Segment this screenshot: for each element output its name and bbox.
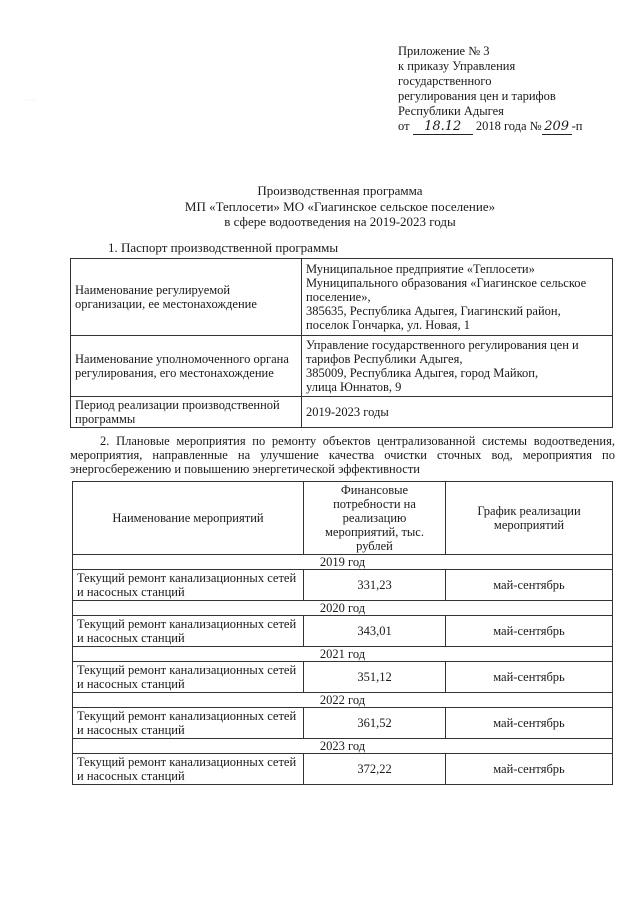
- header-finance: Финансовые потребности на реализацию мероприятий, тыс. рублей: [304, 482, 446, 555]
- year-row: [73, 739, 613, 754]
- measure-schedule: май-сентябрь: [446, 662, 613, 693]
- measure-name: Текущий ремонт канализационных сетей и насосных станций: [73, 754, 304, 785]
- measure-amount: 351,12: [304, 662, 446, 693]
- table-row: [71, 259, 613, 336]
- table-row: [73, 662, 613, 693]
- measure-name: Текущий ремонт канализационных сетей и насосных станций: [73, 616, 304, 647]
- year-row: [73, 693, 613, 708]
- year-label: 2021 год: [73, 647, 613, 662]
- measure-amount: 331,23: [304, 570, 446, 601]
- appendix-line: Приложение № 3: [398, 44, 490, 58]
- table-row: [71, 397, 613, 428]
- table-header-row: [73, 482, 613, 555]
- measure-amount: 361,52: [304, 708, 446, 739]
- appendix-block: [398, 44, 623, 135]
- passport-value: 2019-2023 годы: [302, 397, 613, 428]
- title-line-2: МП «Теплосети» МО «Гиагинское сельское поселение»: [184, 198, 496, 214]
- year-row: [73, 601, 613, 616]
- measure-name: Текущий ремонт канализационных сетей и насосных станций: [73, 570, 304, 601]
- measure-schedule: май-сентябрь: [446, 708, 613, 739]
- year-row: [73, 647, 613, 662]
- value-line: улица Юннатов, 9: [306, 380, 402, 394]
- year-label: 2019 год: [73, 555, 613, 570]
- value-line: 385009, Республика Адыгея, город Майкоп,: [306, 366, 539, 380]
- section2-paragraph: 2. Плановые мероприятия по ремонту объектов централизованной системы водоотведения, мероприятия, направленные на улучшение качества очистки сточных вод, мероприятия по энергосбережению и повышению энергетической эффективности: [70, 434, 615, 476]
- table-row: [73, 754, 613, 785]
- measure-schedule: май-сентябрь: [446, 754, 613, 785]
- table-row: [73, 708, 613, 739]
- year-label: 2022 год: [73, 693, 613, 708]
- passport-table: [70, 258, 613, 428]
- appendix-line: государственного: [398, 74, 492, 88]
- value-line: Управление государственного регулирования цен и тарифов Республики Адыгея,: [306, 338, 579, 366]
- header-schedule: График реализации мероприятий: [446, 482, 613, 555]
- value-line: Муниципального образования «Гиагинское сельское поселение»,: [306, 276, 587, 304]
- header-name: Наименование мероприятий: [73, 482, 304, 555]
- value-line: 385635, Республика Адыгея, Гиагинский район,: [306, 304, 561, 318]
- measure-schedule: май-сентябрь: [446, 616, 613, 647]
- year-text: 2018 года №: [475, 119, 542, 133]
- table-row: [73, 616, 613, 647]
- section1-heading: 1. Паспорт производственной программы: [108, 240, 339, 255]
- document-title: [60, 183, 620, 230]
- handwritten-date: 18.12: [413, 119, 473, 135]
- year-label: 2023 год: [73, 739, 613, 754]
- order-suffix: -п: [571, 119, 583, 133]
- date-prefix: от: [398, 119, 410, 133]
- title-line-1: Производственная программа: [257, 183, 423, 198]
- measure-schedule: май-сентябрь: [446, 570, 613, 601]
- value-line: поселок Гончарка, ул. Новая, 1: [306, 318, 471, 332]
- measures-table: [72, 481, 613, 785]
- value-line: Муниципальное предприятие «Теплосети»: [306, 262, 535, 276]
- year-row: [73, 555, 613, 570]
- section2-text: [70, 434, 615, 476]
- stray-mark: · · ·: [26, 98, 35, 104]
- measure-amount: 343,01: [304, 616, 446, 647]
- appendix-date-line: [398, 119, 623, 135]
- passport-label: Период реализации производственной программы: [71, 397, 302, 428]
- measure-name: Текущий ремонт канализационных сетей и насосных станций: [73, 662, 304, 693]
- appendix-line: регулирования цен и тарифов: [398, 89, 556, 103]
- appendix-line: Республики Адыгея: [398, 104, 504, 118]
- title-line-3: в сфере водоотведения на 2019-2023 годы: [224, 214, 456, 229]
- handwritten-number: 209: [542, 119, 572, 135]
- measure-name: Текущий ремонт канализационных сетей и насосных станций: [73, 708, 304, 739]
- table-row: [71, 336, 613, 397]
- passport-value: [302, 259, 613, 336]
- year-label: 2020 год: [73, 601, 613, 616]
- passport-label: Наименование уполномоченного органа регулирования, его местонахождение: [71, 336, 302, 397]
- passport-label: Наименование регулируемой организации, ее местонахождение: [71, 259, 302, 336]
- table-row: [73, 570, 613, 601]
- measure-amount: 372,22: [304, 754, 446, 785]
- appendix-line: к приказу Управления: [398, 59, 516, 73]
- passport-value: [302, 336, 613, 397]
